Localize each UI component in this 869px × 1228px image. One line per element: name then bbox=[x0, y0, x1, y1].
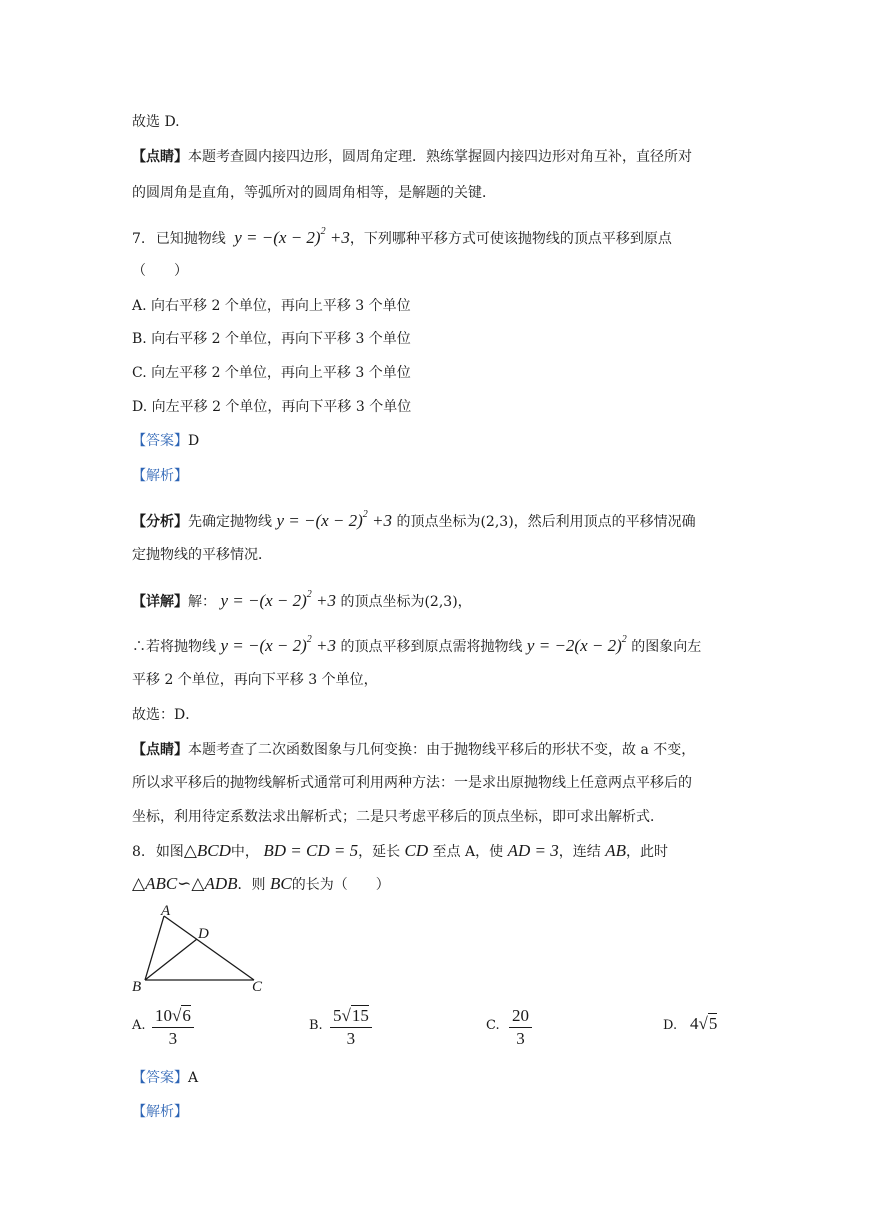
q8-option-b-rad: 15 bbox=[351, 1006, 369, 1025]
q8-option-c-label: C. bbox=[486, 1018, 500, 1033]
prev-comment-tag: 【点睛】 bbox=[132, 149, 188, 165]
q8-option-b-coef: 5 bbox=[333, 1006, 342, 1025]
q7-fenxi-tag: 【分析】 bbox=[132, 514, 188, 530]
q8-number: 8. bbox=[132, 844, 146, 860]
q8-label-c: C bbox=[252, 979, 263, 995]
q8-stem-f: ，此时 bbox=[626, 844, 668, 860]
q8-option-d-coef: 4 bbox=[690, 1014, 699, 1033]
q7-option-b: B. 向右平移 2 个单位，再向下平移 3 个单位 bbox=[132, 331, 411, 347]
q7-option-a: A. 向右平移 2 个单位，再向上平移 3 个单位 bbox=[132, 298, 411, 314]
q7-stem-b: ，下列哪种平移方式可使该抛物线的顶点平移到原点 bbox=[349, 231, 672, 247]
q8-option-b-numerator: 5√15 bbox=[330, 1005, 372, 1028]
q7-option-c: C. 向左平移 2 个单位，再向上平移 3 个单位 bbox=[132, 365, 411, 381]
q7-dianjing-tag: 【点睛】 bbox=[132, 742, 188, 758]
q8-option-b-label: B. bbox=[309, 1018, 323, 1033]
q8-analysis-tag: 【解析】 bbox=[132, 1104, 188, 1120]
q8-option-d-label: D. bbox=[663, 1018, 678, 1033]
q7-answer-line bbox=[132, 431, 199, 451]
q8-option-a-coef: 10 bbox=[155, 1006, 172, 1025]
q8-answer: A bbox=[188, 1070, 199, 1086]
q7-stem-a: 已知抛物线 bbox=[155, 231, 226, 247]
q7-fenxi-equation: $y = -(x - 2)^2 +3$ bbox=[276, 509, 393, 530]
q8-stem-line-1 bbox=[132, 841, 668, 862]
q8-option-a-numerator: 10√6 bbox=[152, 1005, 194, 1028]
q7-dianjing-line-1 bbox=[132, 740, 695, 760]
q8-option-c-denominator: 3 bbox=[516, 1029, 525, 1048]
q8-triangle-bcd: △BCD bbox=[183, 841, 231, 860]
q8-stem-line-2 bbox=[132, 874, 390, 895]
q8-seg-cd: CD bbox=[404, 841, 429, 860]
q7-fenxi-line-2: 定抛物线的平移情况． bbox=[132, 547, 272, 563]
q7-option-d: D. 向左平移 2 个单位，再向下平移 3 个单位 bbox=[132, 399, 412, 415]
q7-therefore-equation-2: $y = -2(x - 2)^2$ bbox=[526, 634, 627, 655]
q8-option-a-denominator: 3 bbox=[168, 1029, 178, 1048]
prev-answer-line: 故选 D. bbox=[132, 114, 180, 130]
q8-stem-c: ，延长 bbox=[358, 844, 401, 860]
q8-option-a-rad: 6 bbox=[182, 1006, 191, 1025]
prev-comment-text-1: 本题考查圆内接四边形，圆周角定理．熟练掌握圆内接四边形对角互补，直径所对 bbox=[188, 149, 692, 165]
q7-therefore-c: 的图象向左 bbox=[631, 639, 702, 655]
q7-fenxi-line-1 bbox=[132, 505, 696, 532]
q7-xiangjie-b: 的顶点坐标为(2,3)， bbox=[340, 594, 472, 610]
q8-option-d-value: 4√5 bbox=[690, 1014, 718, 1033]
q8-answer-line bbox=[132, 1068, 198, 1088]
q7-conclude: 故选：D． bbox=[132, 707, 200, 723]
q7-therefore-line-2: 平移 2 个单位，再向下平移 3 个单位， bbox=[132, 672, 378, 688]
q8-side-ac bbox=[164, 916, 254, 980]
q7-dianjing-line-2: 所以求平移后的抛物线解析式通常可利用两种方法：一是求出原抛物线上任意两点平移后的 bbox=[132, 775, 692, 791]
q7-dianjing-line-3: 坐标，利用待定系数法求出解析式；二是只考虑平移后的顶点坐标，即可求出解析式． bbox=[132, 809, 664, 825]
q7-therefore-a: ∴若将抛物线 bbox=[132, 639, 216, 655]
q7-fenxi-b: 的顶点坐标为(2,3)，然后利用顶点的平移情况确 bbox=[396, 514, 696, 530]
q8-stem-e: ，连结 bbox=[558, 844, 601, 860]
q7-xiangjie-line bbox=[132, 585, 472, 612]
q8-option-b-value bbox=[330, 1005, 372, 1050]
q7-dianjing-1: 本题考查了二次函数图象与几何变换：由于抛物线平移后的形状不变，故 a 不变， bbox=[188, 742, 696, 758]
q8-option-b-denominator: 3 bbox=[346, 1029, 356, 1048]
q7-answer: D bbox=[188, 433, 200, 449]
q8-option-c-value bbox=[509, 1005, 532, 1050]
q8-option-a-value bbox=[152, 1005, 194, 1050]
prev-comment-line-1 bbox=[132, 147, 692, 167]
q8-similar: △ABC∽△ADB bbox=[132, 874, 238, 893]
q8-option-a-label: A. bbox=[132, 1018, 146, 1033]
q7-therefore-equation-1: $y = -(x - 2)^2 +3$ bbox=[220, 634, 337, 655]
q8-eq-ad: AD = 3 bbox=[507, 841, 559, 860]
q7-equation: $y = -(x - 2)^2 +3$ bbox=[234, 226, 350, 247]
q8-segment-bd bbox=[145, 939, 197, 980]
q8-label-a: A bbox=[161, 903, 171, 919]
q8-option-c-numerator: 20 bbox=[509, 1005, 532, 1028]
q8-stem-g: ．则 bbox=[237, 877, 266, 893]
q8-stem-d: 至点 A，使 bbox=[432, 844, 504, 860]
q8-side-ba bbox=[145, 916, 164, 980]
q7-number: 7. bbox=[132, 231, 146, 247]
q7-fenxi-a: 先确定抛物线 bbox=[188, 514, 272, 530]
q8-stem-h: 的长为（ ） bbox=[291, 877, 390, 893]
q7-therefore-line bbox=[132, 630, 701, 657]
q8-label-b: B bbox=[132, 979, 142, 995]
q8-answer-tag: 【答案】 bbox=[132, 1070, 188, 1086]
q7-xiangjie-a: 解： bbox=[188, 594, 216, 610]
q8-label-d: D bbox=[198, 926, 209, 942]
q8-figure bbox=[128, 898, 278, 998]
q7-stem bbox=[132, 222, 672, 249]
q7-analysis-tag: 【解析】 bbox=[132, 468, 188, 484]
q7-paren: （ ） bbox=[132, 263, 188, 279]
q8-stem-b: 中， bbox=[230, 844, 259, 860]
q8-seg-bc: BC bbox=[270, 874, 292, 893]
q8-seg-ab: AB bbox=[605, 841, 626, 860]
q7-xiangjie-equation: $y = -(x - 2)^2 +3$ bbox=[220, 589, 337, 610]
prev-comment-line-2: 的圆周角是直角，等弧所对的圆周角相等，是解题的关键． bbox=[132, 185, 496, 201]
q8-option-d-rad: 5 bbox=[708, 1014, 718, 1033]
q8-stem-a: 如图 bbox=[155, 844, 184, 860]
q7-xiangjie-tag: 【详解】 bbox=[132, 594, 188, 610]
q7-therefore-b: 的顶点平移到原点需将抛物线 bbox=[340, 639, 523, 655]
q8-eq-bd-cd: BD = CD = 5 bbox=[263, 841, 359, 860]
q7-answer-tag: 【答案】 bbox=[132, 433, 188, 449]
